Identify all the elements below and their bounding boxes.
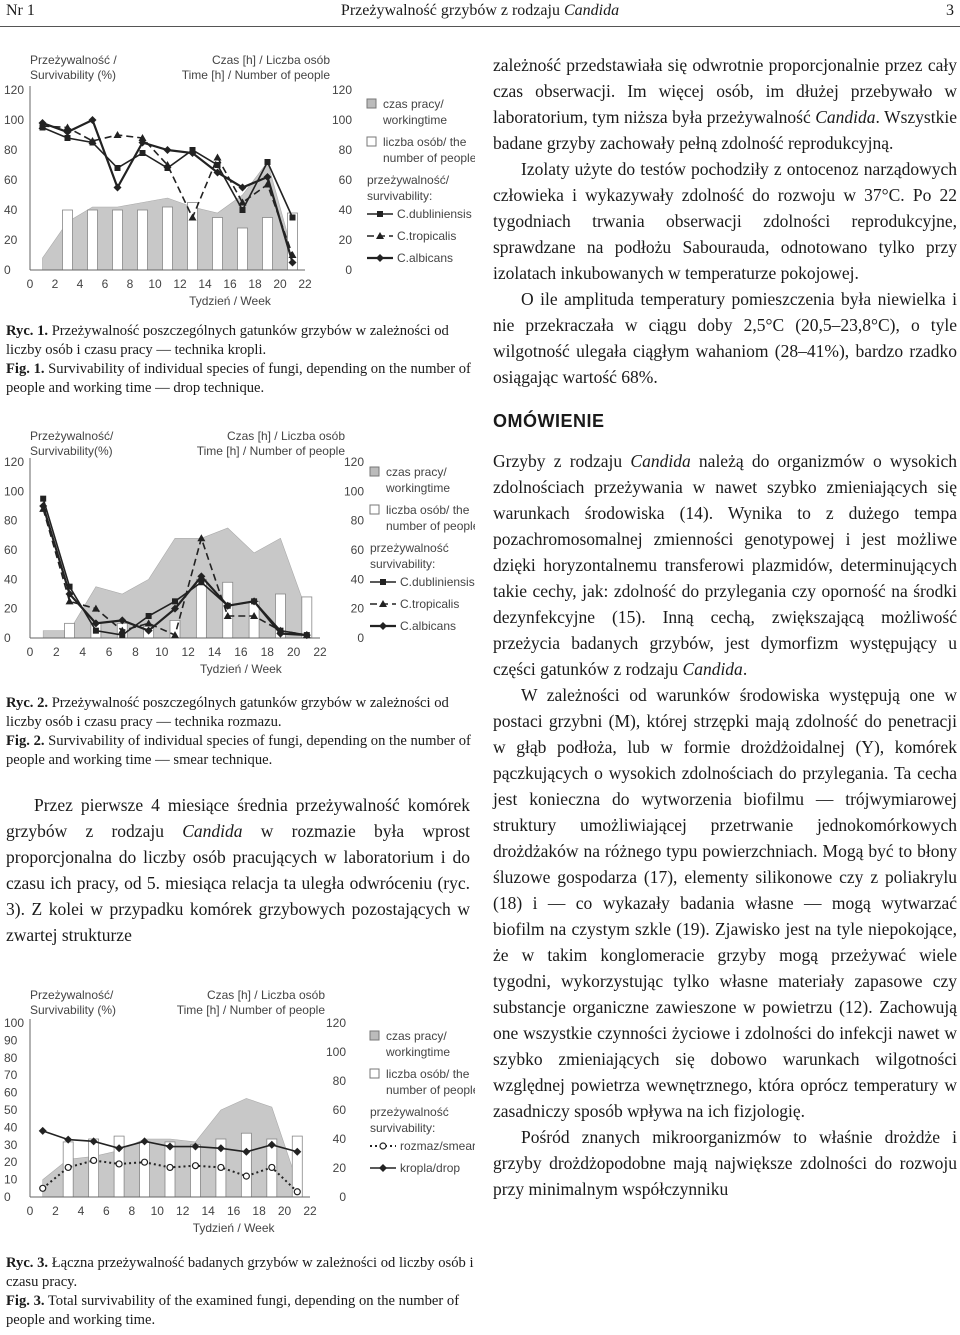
y2-tick-label: 0 (357, 631, 364, 645)
working-time-bar (88, 210, 98, 270)
x-tick-label: 0 (26, 1204, 34, 1218)
y-tick-label: 100 (4, 484, 25, 499)
y2-tick-label: 60 (332, 1103, 346, 1117)
y-axis-title-line1: Przeżywalność/ (30, 429, 114, 443)
series-point (40, 1185, 46, 1191)
y2-tick-label: 20 (350, 601, 364, 616)
paragraph-4: Grzyby z rodzaju Candida należą do organizmów o wysokich zdolnościach przeżywania w nawet szybko zmieniających się warunkach środowiska (14). Wynika to z dużego tempa pozachromosomalnej zmienności genotypowej i jest możliwe dzięki horyzontalnemu transferowi plazmidów, determinujących takie cechy, jak: zdolność do przylegania czy oporność na środki dezynfekcyjne (15). Inną cechą, zwiększającą możliwość przeżycia badanych grzybów, jest dymorfizm występujący u części gatunków z rodzaju Candida. (493, 451, 957, 679)
figure-3-chart (0, 985, 475, 1235)
section-heading: OMÓWIENIE (493, 411, 605, 431)
figure-2 (0, 426, 475, 681)
legend-label-people-en: number of people (386, 519, 475, 533)
legend-label-work: czas pracy/ (383, 97, 444, 111)
y-axis-title-line2: Survivability (%) (30, 1003, 117, 1017)
running-header (0, 0, 960, 22)
legend-swatch-people (370, 1069, 379, 1078)
figure-2-chart (0, 426, 475, 676)
legend-label-people: liczba osób/ the (383, 135, 467, 149)
x-tick-label: 12 (176, 1204, 190, 1218)
y2-tick-label: 120 (331, 83, 352, 97)
legend-label-surv: przeżywalność (370, 541, 449, 555)
x-tick-label: 20 (277, 1204, 292, 1218)
legend-label-s2: C.tropicalis (397, 229, 457, 243)
y-axis-title-line1: Przeżywalność/ (30, 988, 114, 1002)
working-time-bar (213, 218, 223, 271)
series-point (89, 116, 97, 124)
series-point (243, 1173, 249, 1179)
x-tick-label: 4 (79, 645, 87, 659)
legend-swatch-work (370, 467, 379, 476)
caption-2-en: Fig. 2. Survivability of individual species of fungi, depending on the number of people and working time — smear technique. (6, 733, 471, 768)
legend-label-work: czas pracy/ (386, 465, 447, 479)
y2-axis-title-line2: Time [h] / Number of people (181, 68, 330, 82)
working-time-bar (190, 1145, 200, 1197)
y-axis-title-line1: Przeżywalność / (30, 53, 117, 67)
x-tick-label: 4 (77, 1204, 85, 1218)
y-tick-label: 100 (4, 113, 25, 127)
legend-label-work-en: workingtime (386, 481, 451, 495)
y-tick-label: 40 (4, 1120, 18, 1135)
y2-tick-label: 120 (343, 455, 364, 469)
x-tick-label: 22 (298, 277, 312, 291)
y2-axis-title-line2: Time [h] / Number of people (176, 1003, 325, 1017)
caption-3-pl: Ryc. 3. Łączna przeżywalność badanych grzybów w zależności od liczby osób i czasu pracy. (6, 1255, 474, 1290)
series-point (146, 613, 152, 619)
series-point (116, 1161, 122, 1167)
legend-marker (380, 579, 386, 585)
y2-tick-label: 20 (338, 233, 352, 247)
legend-label-s1: rozmaz/smear (400, 1139, 475, 1153)
y-tick-label: 10 (4, 1172, 18, 1187)
x-tick-label: 8 (132, 645, 139, 659)
series-point (269, 1164, 275, 1170)
y-tick-label: 120 (4, 83, 25, 97)
legend-label-s2: kropla/drop (400, 1161, 461, 1175)
y-tick-label: 40 (4, 203, 18, 217)
y-tick-label: 0 (4, 263, 11, 277)
legend-swatch-people (367, 137, 376, 146)
x-tick-label: 10 (155, 645, 169, 659)
y-tick-label: 20 (4, 601, 18, 616)
x-tick-label: 0 (26, 277, 34, 291)
y2-tick-label: 20 (332, 1161, 346, 1175)
series-point (140, 150, 146, 156)
working-time-bar (188, 203, 198, 271)
x-tick-label: 8 (126, 277, 134, 291)
legend-label-surv-en: survivability: (367, 189, 433, 203)
caption-1-en: Fig. 1. Survivability of individual species of fungi, depending on the number of people and working time — drop technique. (6, 361, 471, 396)
x-tick-label: 14 (198, 277, 212, 291)
y-tick-label: 80 (4, 513, 18, 528)
y-tick-label: 60 (4, 173, 18, 187)
caption-2 (6, 694, 476, 770)
legend-swatch-people (370, 505, 379, 514)
x-tick-label: 6 (105, 645, 113, 659)
caption-1-pl: Ryc. 1. Przeżywalność poszczególnych gatunków grzybów w zależności od liczby osób i czasu pracy — technika kropli. (6, 323, 449, 358)
figure-1 (0, 50, 475, 317)
working-time-bar (238, 228, 248, 270)
working-time-bar (163, 207, 173, 270)
series-point (218, 1164, 224, 1170)
x-axis-title: Tydzień / Week (189, 294, 271, 308)
x-tick-label: 22 (313, 645, 327, 659)
y2-axis-title-line1: Czas [h] / Liczba osób (206, 988, 325, 1002)
y-tick-label: 60 (4, 1085, 18, 1100)
running-title: Przeżywalność grzybów z rodzaju Candida (340, 2, 620, 19)
x-tick-label: 12 (181, 645, 195, 659)
series-point (91, 1157, 97, 1163)
y2-tick-label: 100 (331, 113, 352, 127)
y-axis-title-line2: Survivability (%) (30, 68, 117, 82)
legend-swatch-work (370, 1031, 379, 1040)
y-tick-label: 80 (4, 1050, 18, 1065)
legend-marker (377, 211, 383, 217)
x-tick-label: 14 (201, 1204, 215, 1218)
caption-3-en: Fig. 3. Total survivability of the examined fungi, depending on the number of people and working time. (6, 1293, 460, 1328)
x-tick-label: 20 (286, 645, 301, 659)
y2-axis-title-line1: Czas [h] / Liczba osób (226, 429, 345, 443)
y-tick-label: 90 (4, 1033, 18, 1048)
issue-number: Nr 1 (6, 2, 35, 19)
working-time-bar (223, 582, 233, 638)
x-tick-label: 0 (26, 645, 34, 659)
series-point (93, 628, 99, 634)
y2-axis-title-line1: Czas [h] / Liczba osób (211, 53, 330, 67)
series-point (164, 146, 172, 154)
caption-2-pl: Ryc. 2. Przeżywalność poszczególnych gatunków grzybów w zależności od liczby osób i czasu pracy — technika rozmazu. (6, 695, 449, 730)
y-tick-label: 120 (4, 455, 25, 469)
y2-tick-label: 80 (332, 1074, 346, 1088)
legend-label-s1: C.dubliniensis (400, 575, 475, 589)
working-time-bar (65, 623, 75, 638)
working-time-bar (196, 579, 206, 638)
series-point (192, 1163, 198, 1169)
y2-tick-label: 120 (325, 1016, 346, 1030)
y-tick-label: 0 (4, 1190, 11, 1204)
x-tick-label: 6 (103, 1204, 110, 1218)
legend-marker (376, 254, 384, 262)
page-number: 3 (946, 2, 954, 19)
x-axis-title: Tydzień / Week (192, 1221, 275, 1235)
body-text-left (6, 792, 470, 948)
legend-label-s1: C.dubliniensis (397, 207, 472, 221)
figure-3 (0, 985, 475, 1240)
x-tick-label: 22 (303, 1204, 317, 1218)
x-tick-label: 18 (248, 277, 262, 291)
caption-3 (6, 1254, 476, 1330)
legend-marker (379, 622, 387, 630)
paragraph-1: zależność przedstawiała się odwrotnie proporcjonalnie przez cały czas obserwacji. Im więcej osób, im dłużej przebywało w laboratorium, tym niższa była przeżywalność Candida. Wszystkie badane grzyby zachowały pełną zdolność reprodukcyjną. (493, 55, 957, 153)
paragraph-5: W zależności od warunków środowiska występują one w postaci grzybni (M), której strzępki mają zdolność do penetracji w głąb podłoża, lub w formie drożdżoidalnej (Y), komórek pączkujących o wysokich zdolnościach do przylegania. Ta cecha jest konieczna do wytworzenia biofilmu — trójwymiarowej struktury umożliwiającej przetrwanie jednokomórkowych drożdżaków na różnego typu powierzchniach. Mogą być to błony śluzowe gospodarza (17), elementy silikonowe czy z poliakrylu (18) i — co wykazały badania własne — mogą wytwarzać biofilm na czystym szkle (19). Zjawisko jest na tyle niepokojące, że w takim konglomeracie grzyby mogą przeżywać wiele tygodni, wykorzystując tylko własne materiały zapasowe czy substancje organiczne zawieszone w powietrzu (12). Zachowują one wszystkie czynności życiowe i zdolności do infekcji nawet w szybko zmieniających się dobowo warunkach wilgotności względnej powietrza wewnętrznego, która oprócz temperatury w zasadniczy sposób wpływa na ich fizjologię. (493, 685, 957, 1121)
x-tick-label: 10 (148, 277, 162, 291)
series-point (294, 1189, 300, 1195)
working-time-bar (63, 210, 73, 270)
y2-tick-label: 100 (343, 484, 364, 499)
series-point (172, 598, 178, 604)
legend-label-surv: przeżywalność/ (367, 173, 450, 187)
legend-label-people-en: number of people (383, 151, 475, 165)
series-point (240, 207, 246, 213)
y2-tick-label: 80 (350, 513, 364, 528)
paragraph-3: O ile amplituda temperatury pomieszczenia była niewielka i nie przekraczała w ciągu doby 2,5°C (20,5–23,8°C), o tyle wilgotność ulegała ciągłym wahaniom (28–41%), bardzo rzadko osiągając wartość 68%. (493, 289, 957, 387)
y2-tick-label: 60 (350, 543, 364, 557)
y2-tick-label: 80 (338, 143, 352, 157)
series-point (39, 1127, 47, 1135)
paragraph-2: Izolaty użyte do testów pochodziły z ontocenoz narządowych człowieka i wykazywały zdolność do rozwoju w 37°C. Po 22 tygodniach trwania obserwacji zdolności reprodukcyjne, sprawdzane na podłożu Sabourauda, odnotowano tylko przy izolatach inkubowanych w temperaturze pokojowej. (493, 159, 957, 283)
x-tick-label: 10 (150, 1204, 164, 1218)
figure-1-chart (0, 50, 475, 312)
x-tick-label: 16 (223, 277, 237, 291)
x-tick-label: 12 (173, 277, 187, 291)
series-point (142, 1159, 148, 1165)
y-tick-label: 30 (4, 1137, 18, 1152)
series-point (265, 159, 271, 165)
legend-label-s3: C.albicans (397, 251, 454, 265)
legend-label-surv-en: survivability: (370, 557, 436, 571)
y2-tick-label: 40 (350, 572, 364, 587)
legend-label-surv-en: survivability: (370, 1121, 436, 1135)
legend-swatch-work (367, 99, 376, 108)
working-time-bar (89, 1139, 99, 1197)
legend-marker (380, 1143, 386, 1149)
paragraph-left: Przez pierwsze 4 miesiące średnia przeżywalność komórek grzybów z rodzaju Candida w rozmazie była wprost proporcjonalna do liczby osób pracujących w laboratorium i do czasu ich pracy, od 5. miesiąca relacja ta uległa odwróceniu (ryc. 3). Z kolei w przypadku komórek grzybowych pozostających w zwartej strukturze (6, 795, 470, 945)
legend-label-s3: C.albicans (400, 619, 457, 633)
x-tick-label: 14 (207, 645, 222, 659)
y-axis-title-line2: Survivability(%) (30, 444, 113, 458)
x-tick-label: 18 (260, 645, 274, 659)
series-point (40, 496, 46, 502)
legend-label-people: liczba osób/ the (386, 503, 470, 517)
caption-1 (6, 322, 476, 398)
body-text-right (493, 52, 957, 1202)
x-tick-label: 8 (128, 1204, 136, 1218)
x-tick-label: 16 (226, 1204, 241, 1218)
header-rule (0, 26, 960, 27)
y2-tick-label: 0 (345, 263, 352, 277)
series-point (290, 215, 296, 221)
legend-label-people-en: number of people (386, 1083, 475, 1097)
y2-tick-label: 40 (338, 203, 352, 217)
y-tick-label: 60 (4, 543, 18, 557)
working-time-bar (113, 210, 123, 270)
x-tick-label: 2 (53, 645, 60, 659)
x-tick-label: 2 (52, 1204, 59, 1218)
legend-marker (379, 1164, 387, 1172)
y2-tick-label: 60 (338, 173, 352, 187)
x-tick-label: 16 (234, 645, 248, 659)
series-point (167, 1164, 173, 1170)
y-tick-label: 0 (4, 631, 11, 645)
legend-label-work-en: workingtime (383, 113, 448, 127)
y-tick-label: 20 (4, 233, 18, 247)
y2-axis-title-line2: Time [h] / Number of people (196, 444, 345, 458)
x-tick-label: 2 (51, 277, 59, 291)
y-tick-label: 20 (4, 1155, 18, 1170)
y-tick-label: 40 (4, 572, 18, 587)
y-tick-label: 80 (4, 143, 18, 157)
paragraph-6: Pośród znanych mikroorganizmów to właśnie drożdże i grzyby drożdżopodobne mają największe zdolności do rozwoju przy minimalnym współczynniku (493, 1127, 957, 1199)
working-time-bar (263, 218, 273, 271)
x-tick-label: 4 (76, 277, 84, 291)
working-time-bar (138, 210, 148, 270)
y-tick-label: 70 (4, 1068, 18, 1083)
y-tick-label: 100 (4, 1016, 25, 1030)
series-point (114, 131, 122, 138)
y2-tick-label: 100 (325, 1045, 346, 1059)
series-point (65, 1164, 71, 1170)
y-tick-label: 50 (4, 1103, 18, 1117)
legend-label-work: czas pracy/ (386, 1029, 447, 1043)
series-point (115, 165, 121, 171)
legend-label-work-en: workingtime (386, 1045, 451, 1059)
legend-label-surv: przeżywalność (370, 1105, 449, 1119)
working-time-bar (140, 1142, 150, 1197)
y2-tick-label: 0 (339, 1190, 346, 1204)
x-tick-label: 6 (101, 277, 109, 291)
series-point (214, 154, 222, 161)
legend-label-people: liczba osób/ the (386, 1067, 470, 1081)
legend-label-s2: C.tropicalis (400, 597, 460, 611)
x-tick-label: 18 (252, 1204, 266, 1218)
working-time-bar (241, 1133, 251, 1197)
x-axis-title: Tydzień / Week (199, 662, 282, 676)
y2-tick-label: 40 (332, 1132, 346, 1146)
x-tick-label: 20 (273, 277, 287, 291)
